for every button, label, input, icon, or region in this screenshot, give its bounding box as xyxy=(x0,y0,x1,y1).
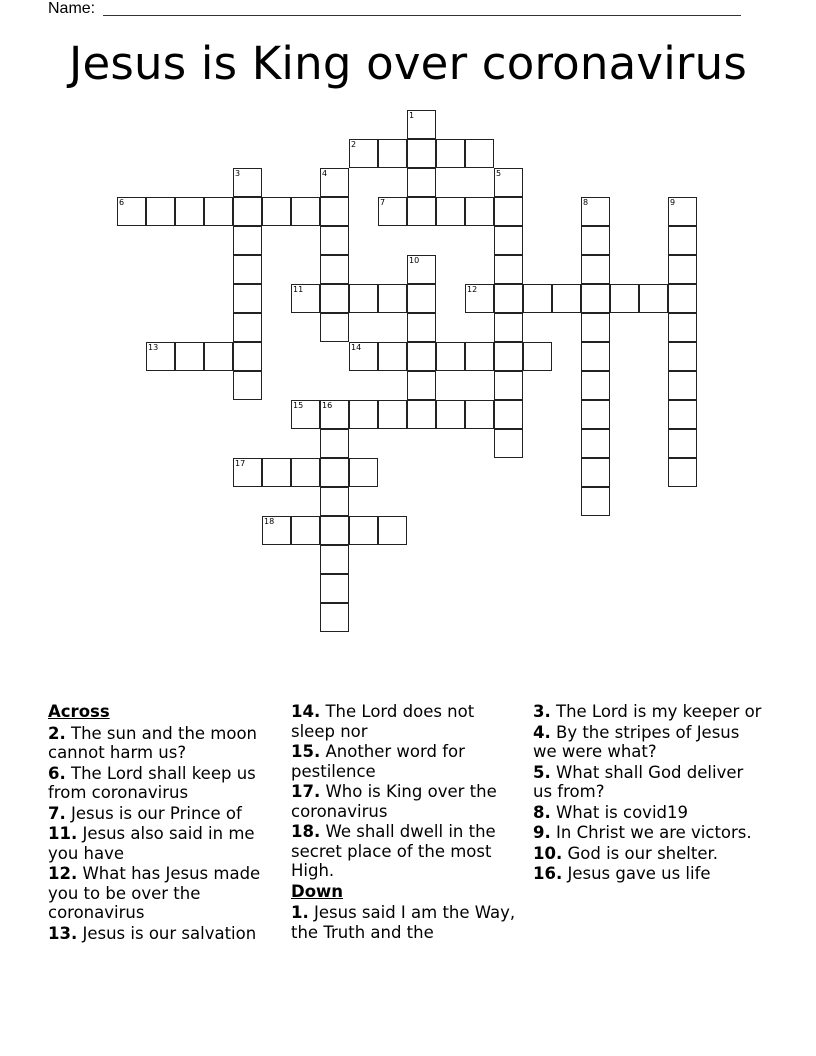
grid-cell[interactable] xyxy=(494,255,523,284)
clue-across-11: 11. Jesus also said in me you have xyxy=(48,824,255,863)
grid-cell[interactable] xyxy=(204,197,233,226)
grid-cell[interactable] xyxy=(407,197,436,226)
crossword-grid xyxy=(117,110,717,650)
cell-number: 13 xyxy=(148,343,159,352)
cell-number: 7 xyxy=(380,198,386,207)
cell-number: 11 xyxy=(293,285,304,294)
grid-cell[interactable] xyxy=(639,284,668,313)
grid-cell[interactable] xyxy=(436,400,465,429)
grid-cell[interactable] xyxy=(320,458,349,487)
grid-cell[interactable] xyxy=(407,139,436,168)
grid-cell[interactable] xyxy=(465,284,494,313)
grid-cell[interactable] xyxy=(146,197,175,226)
grid-cell[interactable] xyxy=(262,197,291,226)
clue-across-12: 12. What has Jesus made you to be over the coronavirus xyxy=(48,864,261,922)
grid-cell[interactable] xyxy=(233,197,262,226)
grid-cell[interactable] xyxy=(436,342,465,371)
grid-cell[interactable] xyxy=(349,139,378,168)
grid-cell[interactable] xyxy=(436,139,465,168)
grid-cell[interactable] xyxy=(320,255,349,284)
grid-cell[interactable] xyxy=(494,168,523,197)
grid-cell[interactable] xyxy=(233,284,262,313)
cell-number: 6 xyxy=(119,198,125,207)
grid-cell[interactable] xyxy=(581,313,610,342)
name-label-text: Name: xyxy=(48,0,96,17)
cell-number: 17 xyxy=(235,459,246,468)
grid-cell[interactable] xyxy=(668,255,697,284)
grid-cell[interactable] xyxy=(668,400,697,429)
grid-cell[interactable] xyxy=(581,371,610,400)
grid-cell[interactable] xyxy=(494,284,523,313)
grid-cell[interactable] xyxy=(465,342,494,371)
grid-cell[interactable] xyxy=(233,342,262,371)
grid-cell[interactable] xyxy=(349,400,378,429)
clue-across-7: 7. Jesus is our Prince of xyxy=(48,803,242,823)
cell-number: 1 xyxy=(409,111,415,120)
clue-down-16: 16. Jesus gave us life xyxy=(533,864,711,883)
grid-cell[interactable] xyxy=(262,516,291,545)
grid-cell[interactable] xyxy=(233,168,262,197)
grid-cell[interactable] xyxy=(291,516,320,545)
grid-cell[interactable] xyxy=(378,197,407,226)
clue-down-10: 10. God is our shelter. xyxy=(533,843,719,863)
grid-cell[interactable] xyxy=(436,197,465,226)
grid-cell[interactable] xyxy=(320,603,349,632)
clue-across-15: 15. Another word for pestilence xyxy=(291,742,465,781)
page-title: Jesus is King over coronavirus xyxy=(69,37,747,90)
grid-cell[interactable] xyxy=(378,139,407,168)
grid-cell[interactable] xyxy=(378,284,407,313)
grid-cell[interactable] xyxy=(320,516,349,545)
grid-cell[interactable] xyxy=(581,458,610,487)
grid-cell[interactable] xyxy=(465,197,494,226)
grid-cell[interactable] xyxy=(668,313,697,342)
grid-cell[interactable] xyxy=(581,342,610,371)
clue-down-4: 4. By the stripes of Jesus we were what? xyxy=(533,722,740,761)
grid-cell[interactable] xyxy=(233,371,262,400)
grid-cell[interactable] xyxy=(465,139,494,168)
grid-cell[interactable] xyxy=(233,226,262,255)
grid-cell[interactable] xyxy=(407,371,436,400)
clue-down-3: 3. The Lord is my keeper or xyxy=(533,702,762,721)
grid-cell[interactable] xyxy=(523,284,552,313)
grid-cell[interactable] xyxy=(581,429,610,458)
grid-cell[interactable] xyxy=(465,400,494,429)
grid-cell[interactable] xyxy=(407,168,436,197)
grid-cell[interactable] xyxy=(494,313,523,342)
grid-cell[interactable] xyxy=(349,458,378,487)
clue-across-13: 13. Jesus is our salvation xyxy=(48,923,257,943)
grid-cell[interactable] xyxy=(378,342,407,371)
grid-cell[interactable] xyxy=(407,255,436,284)
grid-cell[interactable] xyxy=(668,226,697,255)
clue-across-6: 6. The Lord shall keep us from coronavirus xyxy=(48,763,256,802)
grid-cell[interactable] xyxy=(581,284,610,313)
name-label xyxy=(48,0,95,18)
clue-down-5: 5. What shall God deliver us from? xyxy=(533,762,744,801)
grid-cell[interactable] xyxy=(320,545,349,574)
down-heading: Down xyxy=(291,881,344,901)
clue-down-1: 1. Jesus said I am the Way, the Truth and the xyxy=(291,903,516,942)
grid-cell[interactable] xyxy=(291,197,320,226)
cell-number: 16 xyxy=(322,401,333,410)
grid-cell[interactable] xyxy=(407,342,436,371)
grid-cell[interactable] xyxy=(610,284,639,313)
grid-cell[interactable] xyxy=(349,284,378,313)
grid-cell[interactable] xyxy=(175,197,204,226)
grid-cell[interactable] xyxy=(320,168,349,197)
grid-cell[interactable] xyxy=(262,458,291,487)
clue-down-9: 9. In Christ we are victors. xyxy=(533,823,752,842)
grid-cell[interactable] xyxy=(349,342,378,371)
cell-number: 18 xyxy=(264,517,275,526)
cell-number: 5 xyxy=(496,169,502,178)
grid-cell[interactable] xyxy=(320,284,349,313)
grid-cell[interactable] xyxy=(407,400,436,429)
grid-cell[interactable] xyxy=(320,429,349,458)
grid-cell[interactable] xyxy=(668,371,697,400)
clues-column-1 xyxy=(48,702,280,944)
grid-cell[interactable] xyxy=(407,284,436,313)
grid-cell[interactable] xyxy=(233,255,262,284)
cell-number: 9 xyxy=(670,198,676,207)
cell-number: 2 xyxy=(351,140,357,149)
grid-cell[interactable] xyxy=(552,284,581,313)
cell-number: 14 xyxy=(351,343,362,352)
grid-cell[interactable] xyxy=(204,342,233,371)
grid-cell[interactable] xyxy=(494,429,523,458)
grid-cell[interactable] xyxy=(581,255,610,284)
grid-cell[interactable] xyxy=(378,400,407,429)
grid-cell[interactable] xyxy=(407,313,436,342)
grid-cell[interactable] xyxy=(407,110,436,139)
grid-cell[interactable] xyxy=(668,342,697,371)
clue-across-14: 14. The Lord does not sleep nor xyxy=(291,702,475,741)
cell-number: 3 xyxy=(235,169,241,178)
name-input-line[interactable] xyxy=(103,15,741,16)
grid-cell[interactable] xyxy=(523,342,552,371)
grid-cell[interactable] xyxy=(668,197,697,226)
grid-cell[interactable] xyxy=(494,371,523,400)
grid-cell[interactable] xyxy=(494,197,523,226)
grid-cell[interactable] xyxy=(581,197,610,226)
grid-cell[interactable] xyxy=(320,197,349,226)
clues-column-3 xyxy=(533,702,765,885)
grid-cell[interactable] xyxy=(581,400,610,429)
grid-cell[interactable] xyxy=(320,400,349,429)
grid-cell[interactable] xyxy=(494,400,523,429)
grid-cell[interactable] xyxy=(146,342,175,371)
grid-cell[interactable] xyxy=(320,487,349,516)
grid-cell[interactable] xyxy=(668,458,697,487)
grid-cell[interactable] xyxy=(117,197,146,226)
clue-down-8: 8. What is covid19 xyxy=(533,802,689,822)
clue-across-17: 17. Who is King over the coronavirus xyxy=(291,782,497,821)
grid-cell[interactable] xyxy=(494,342,523,371)
clue-across-2: 2. The sun and the moon cannot harm us? xyxy=(48,723,258,762)
grid-cell[interactable] xyxy=(668,284,697,313)
grid-cell[interactable] xyxy=(320,574,349,603)
grid-cell[interactable] xyxy=(581,487,610,516)
cell-number: 10 xyxy=(409,256,420,265)
grid-cell[interactable] xyxy=(581,226,610,255)
grid-cell[interactable] xyxy=(494,226,523,255)
grid-cell[interactable] xyxy=(175,342,204,371)
grid-cell[interactable] xyxy=(349,516,378,545)
grid-cell[interactable] xyxy=(378,516,407,545)
grid-cell[interactable] xyxy=(320,313,349,342)
cell-number: 15 xyxy=(293,401,304,410)
grid-cell[interactable] xyxy=(668,429,697,458)
grid-cell[interactable] xyxy=(233,458,262,487)
grid-cell[interactable] xyxy=(320,226,349,255)
across-heading: Across xyxy=(48,702,110,721)
cell-number: 4 xyxy=(322,169,328,178)
cell-number: 12 xyxy=(467,285,478,294)
grid-cell[interactable] xyxy=(291,458,320,487)
grid-cell[interactable] xyxy=(291,284,320,313)
grid-cell[interactable] xyxy=(233,313,262,342)
clues-column-2 xyxy=(291,702,523,943)
cell-number: 8 xyxy=(583,198,589,207)
grid-cell[interactable] xyxy=(291,400,320,429)
clue-across-18: 18. We shall dwell in the secret place of the most High. xyxy=(291,822,496,880)
